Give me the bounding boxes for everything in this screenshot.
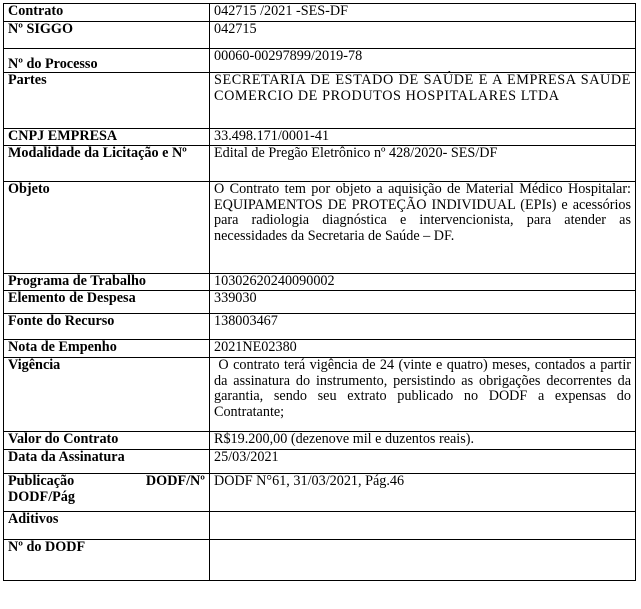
row-value: 042715 <box>210 22 636 49</box>
row-value: 00060-00297899/2019-78 <box>210 49 636 73</box>
row-value: 138003467 <box>210 314 636 340</box>
table-row <box>4 314 636 340</box>
row-value: 10302620240090002 <box>210 274 636 291</box>
table-row <box>4 358 636 432</box>
row-value: R$19.200,00 (dezenove mil e duzentos reais). <box>210 432 636 450</box>
table-row <box>4 22 636 49</box>
table-row <box>4 73 636 129</box>
row-label: CNPJ EMPRESA <box>4 129 210 146</box>
row-label: Nº do DODF <box>4 540 210 581</box>
table-row <box>4 474 636 512</box>
row-label: Nº SIGGO <box>4 22 210 49</box>
table-row <box>4 129 636 146</box>
row-label: Contrato <box>4 4 210 22</box>
publication-label: Publicação <box>8 473 75 489</box>
table-row <box>4 340 636 358</box>
row-value: 042715 /2021 -SES-DF <box>210 4 636 22</box>
table-row <box>4 49 636 73</box>
dodf-number-label: DODF/Nº <box>145 473 205 489</box>
table-row <box>4 450 636 474</box>
row-value: DODF N°61, 31/03/2021, Pág.46 <box>210 474 636 512</box>
table-row <box>4 432 636 450</box>
row-value: O Contrato tem por objeto a aquisição de Material Médico Hospitalar: EQUIPAMENTOS DE PROTEÇÃO INDIVIDUAL (EPIs) e acessórios para radiologia diagnóstica e intervencionista, para atender as necessidades da Secretaria de Saúde – DF. <box>210 182 636 274</box>
row-label: Nota de Empenho <box>4 340 210 358</box>
row-value <box>210 540 636 581</box>
row-value: 2021NE02380 <box>210 340 636 358</box>
publication-label-line <box>8 474 205 490</box>
row-label: Partes <box>4 73 210 129</box>
table-row <box>4 512 636 540</box>
row-label: Objeto <box>4 182 210 274</box>
row-value: SECRETARIA DE ESTADO DE SAÚDE E A EMPRESA SAUDE COMERCIO DE PRODUTOS HOSPITALARES LTDA <box>210 73 636 129</box>
table-row <box>4 540 636 581</box>
table-row <box>4 146 636 182</box>
dodf-page-label: DODF/Pág <box>8 488 75 505</box>
row-value: O contrato terá vigência de 24 (vinte e quatro) meses, contados a partir da assinatura do instrumento, persistindo as obrigações decorrentes da garantia, sendo seu extrato publicado no DODF a expensas do Contratante; <box>210 358 636 432</box>
row-label: Elemento de Despesa <box>4 291 210 314</box>
row-label: Valor do Contrato <box>4 432 210 450</box>
table-row <box>4 291 636 314</box>
row-label: Programa de Trabalho <box>4 274 210 291</box>
table-row <box>4 4 636 22</box>
row-label: Fonte do Recurso <box>4 314 210 340</box>
row-value: 25/03/2021 <box>210 450 636 474</box>
row-label: Data da Assinatura <box>4 450 210 474</box>
row-label: Modalidade da Licitação e Nº <box>4 146 210 182</box>
row-label <box>4 474 210 512</box>
row-label: Vigência <box>4 358 210 432</box>
row-label: Aditivos <box>4 512 210 540</box>
row-value: 339030 <box>210 291 636 314</box>
contract-summary-table <box>3 3 636 581</box>
row-value: Edital de Pregão Eletrônico nº 428/2020- SES/DF <box>210 146 636 182</box>
row-value: 33.498.171/0001-41 <box>210 129 636 146</box>
row-value <box>210 512 636 540</box>
row-label: Nº do Processo <box>4 49 210 73</box>
table-row <box>4 182 636 274</box>
table-row <box>4 274 636 291</box>
